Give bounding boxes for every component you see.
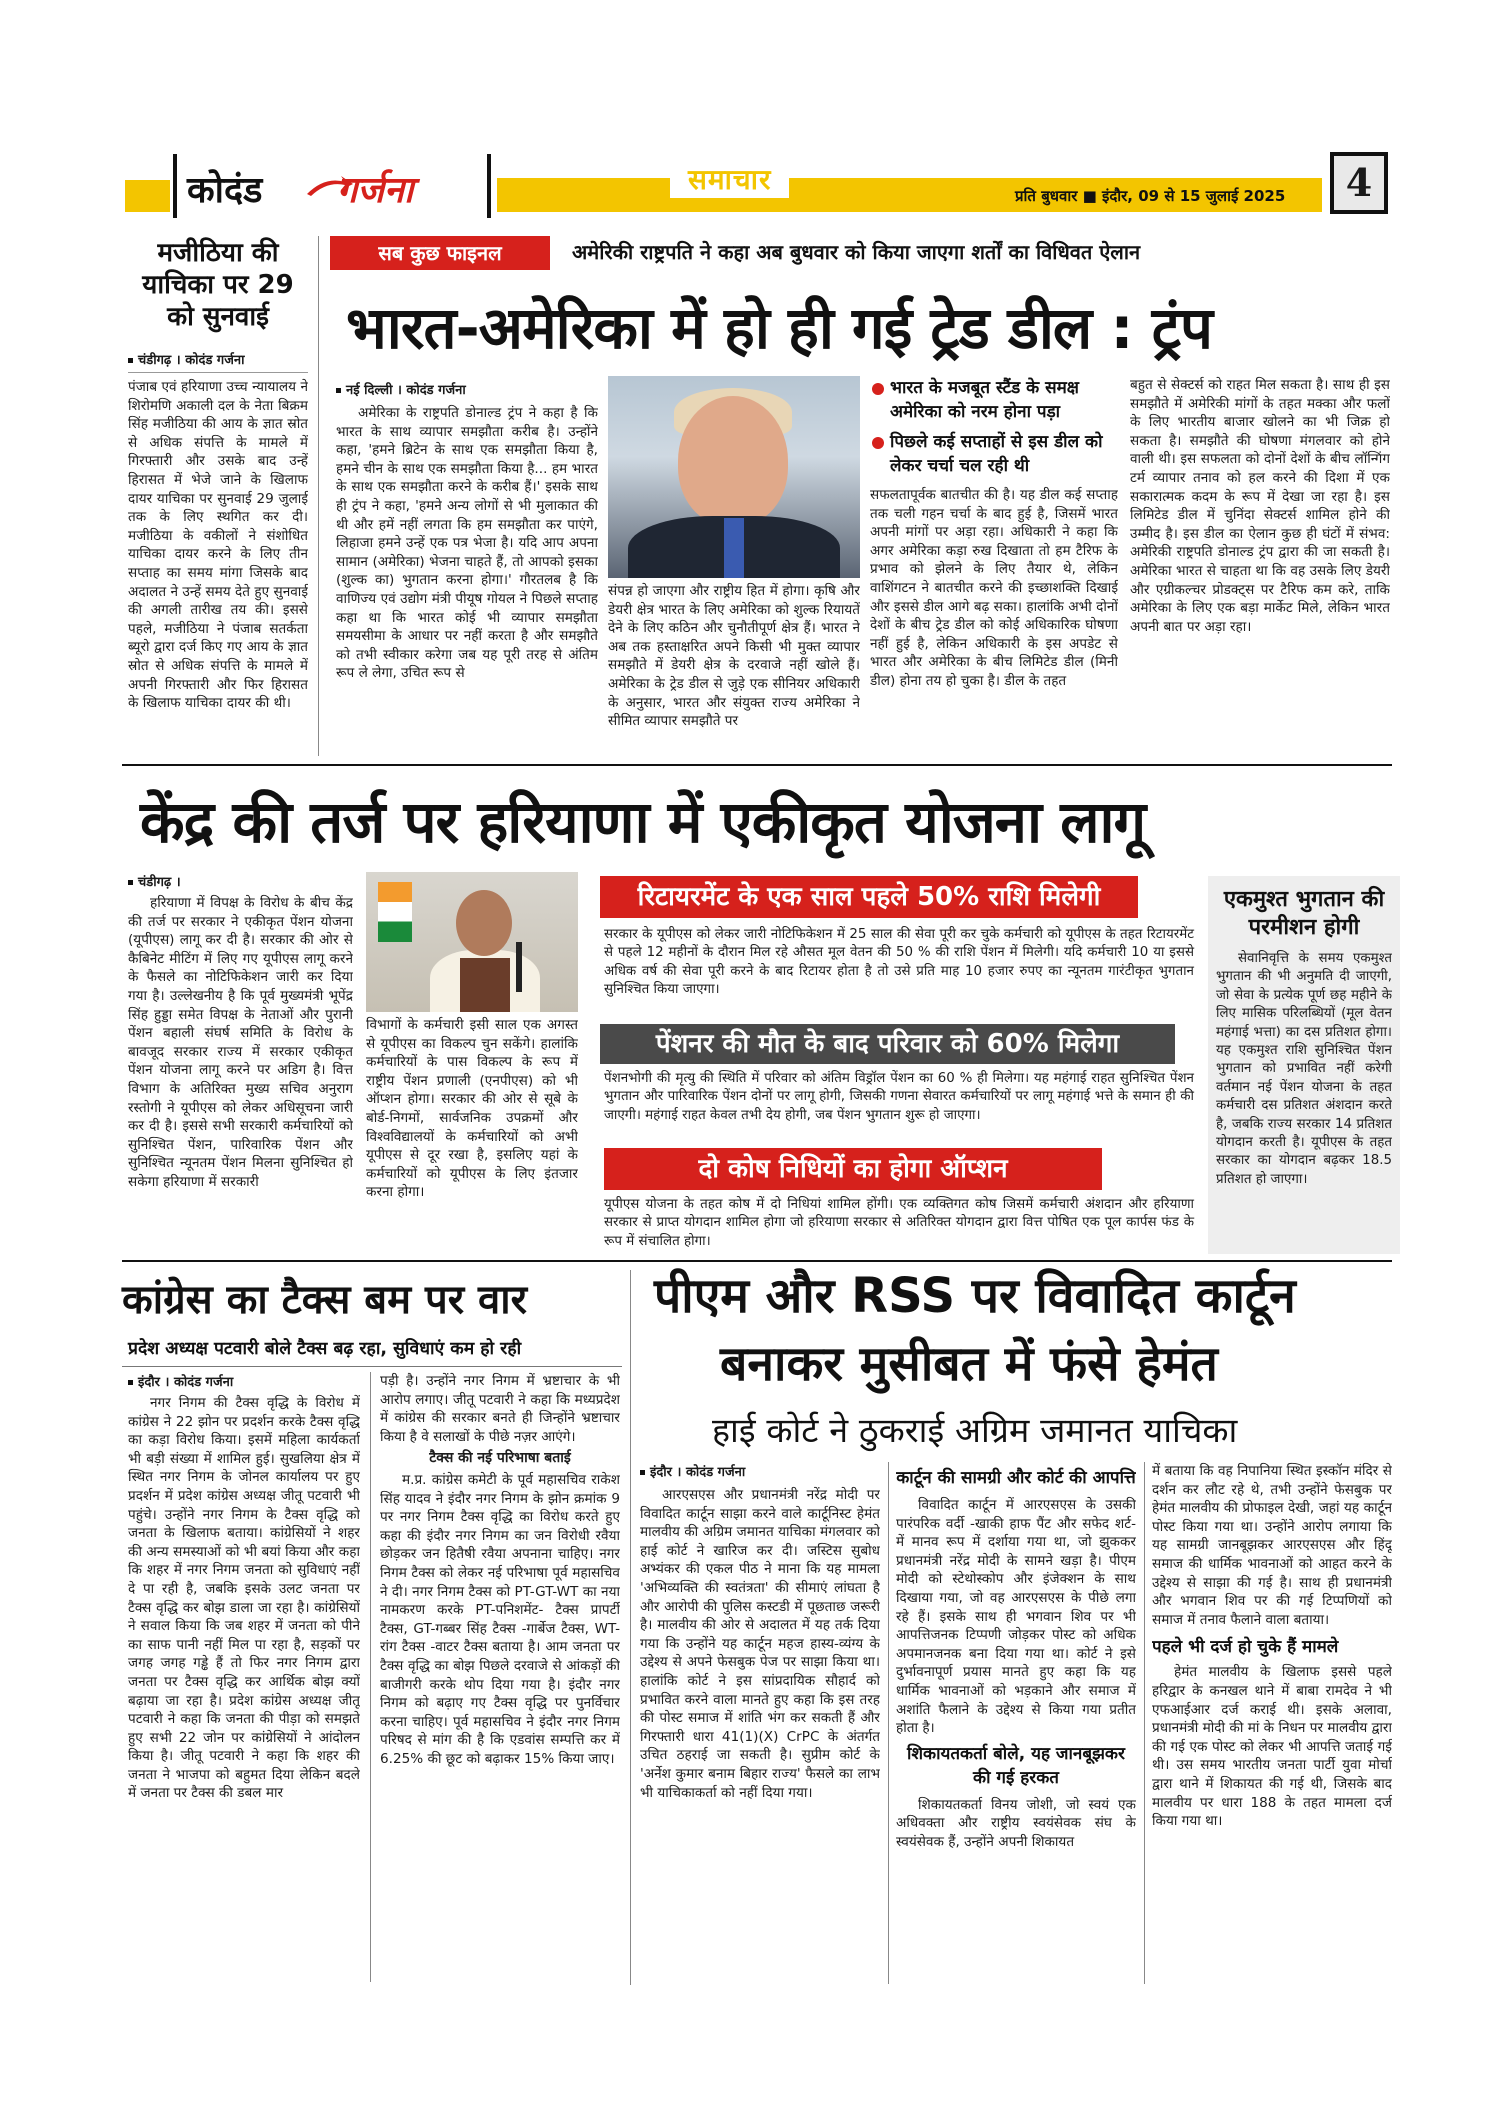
story2-col-1: हरियाणा में विपक्ष के विरोध के बीच केंद्र की तर्ज पर सरकार ने एकीकृत पेंशन योजना (यूपीएस) लागू कर दी है। सरकार की ओर से कैबिनेट मीटिंग में लिए गए यूपीएस लागू करने के फैसले का नोटिफिकेशन जारी कर दिया गया है। उल्लेखनीय है कि पूर्व मुख्यमंत्री भूपेंद्र सिंह हुड्डा समेत विपक्ष के नेताओं और पुरानी पेंशन बहाली संघर्ष समिति के विरोध के बावजूद सरकार राज्य में सरकार एकीकृत पेंशन योजना लागू करने पर अडिग है। वित्त विभाग के अतिरिक्त मुख्य सचिव अनुराग रस्तोगी ने यूपीएस को लेकर अधिसूचना जारी कर दी है। इससे सभी सरकारी कर्मचारियों को सुनिश्चित पेंशन, पारिवारिक पेंशन और सुनिश्चित न्यूनतम पेंशन मिलना सुनिश्चित हो सकेगा हरियाणा में सरकारी <box>128 895 353 1190</box>
lead-byline: नई दिल्ली । कोदंड गर्जना <box>336 380 598 398</box>
story4-col2-subhead2: शिकायतकर्ता बोले, यह जानबूझकर की गई हरकत <box>907 1743 1125 1788</box>
story3-col-1: नगर निगम की टैक्स वृद्धि के विरोध में कांग्रेस ने 22 झोन पर प्रदर्शन करके टैक्स वृद्धि का कड़ा विरोध किया। इसमें महिला कार्यकर्ता भी बड़ी संख्या में शामिल हुई। सुखलिया क्षेत्र में स्थित नगर निगम के जोनल कार्यालय पर हुए प्रदर्शन में प्रदेश कांग्रेस अध्यक्ष जीतू पटवारी भी पहुंचे। उन्होंने नगर निगम के टैक्स वृद्धि को जनता के खिलाफ बताया। कांग्रेसियों ने शहर की अन्य समस्याओं को भी बयां किया और कहा कि शहर में नगर निगम जनता को सुविधाएं नहीं दे पा रही है, जबकि इसके उलट जनता पर टैक्स वृद्धि कर बोझ डाला जा रहा है। कांग्रेसियों ने सवाल किया कि जब शहर में जनता को पीने का साफ पानी नहीं मिल पा रहा है, सड़कों पर जगह जगह गड्ढे हैं तो फिर नगर निगम द्वारा जनता पर टैक्स वृद्धि कर आर्थिक बोझ क्यों बढ़ाया जा रहा है। प्रदेश कांग्रेस अध्यक्ष जीतू पटवारी ने कहा कि जनता की पीड़ा को समझते हुए सभी 22 जोन पर कांग्रेसियों ने आंदोलन किया है। जीतू पटवारी ने कहा कि शहर की जनता ने भाजपा को बहुमत दिया लेकिन बदले में जनता पर टैक्स की डबल मार <box>128 1395 360 1802</box>
masthead-divider <box>487 154 491 218</box>
story-kicker: अमेरिकी राष्ट्रपति ने कहा अब बुधवार को किया जाएगा शर्तों का विधिवत ऐलान <box>572 240 1141 264</box>
photo2 <box>366 872 578 1012</box>
lead-highlights <box>870 376 1118 484</box>
story4-deck: हाई कोर्ट ने ठुकराई अग्रिम जमानत याचिका <box>712 1411 1238 1451</box>
issue-dateline: प्रति बुधवार ■ इंदौर, 09 से 15 जुलाई 2025 <box>1015 187 1286 205</box>
newspaper-logo <box>187 164 477 214</box>
story4-col2-subhead: कार्टून की सामग्री और कोर्ट की आपत्ति <box>896 1468 1136 1488</box>
side-story-text: पंजाब एवं हरियाणा उच्च न्यायालय ने शिरोमणि अकाली दल के नेता बिक्रम सिंह मजीठिया की आय के ज्ञात स्रोत से अधिक संपत्ति के मामले में गिरफ्तारी और उसके बाद उन्हें हिरासत में भेजे जाने के खिलाफ दायर याचिका पर सुनवाई 29 जुलाई तक के लिए स्थगित कर दी। मजीठिया के वकीलों ने संशोधित याचिका दायर करने के लिए तीन सप्ताह का समय मांगा जिसके बाद अदालत ने उन्हें समय देते हुए सुनवाई की अगली तारीख तय की। इससे पहले, मजीठिया ने पंजाब सतर्कता ब्यूरो द्वारा दर्ज किए गए आय के ज्ञात स्रोत से अधिक संपत्ति के मामले में अपनी गिरफ्तारी और फिर हिरासत के खिलाफ याचिका दायर की थी। <box>128 379 308 712</box>
story4-col3-subhead: पहले भी दर्ज हो चुके हैं मामले <box>1152 1637 1339 1658</box>
lead-headline: भारत-अमेरिका में हो ही गई ट्रेड डील : ट्रंप <box>346 294 1212 362</box>
column-rule <box>370 1372 371 1982</box>
lead-story-col-1: अमेरिका के राष्ट्रपति डोनाल्ड ट्रंप ने कहा है कि भारत के साथ व्यापार समझौता करीब है। उन्होंने कहा, 'हमने ब्रिटेन के साथ एक समझौता किया है, हमने चीन के साथ एक समझौता किया है... हम भारत के साथ एक समझौता करने के करीब हैं।' इसके साथ ही ट्रंप ने कहा, 'हमने अन्य लोगों से भी मुलाकात की थी और हमें नहीं लगता कि हम समझौता कर पाएंगे, लिहाजा हमने उन्हें एक पत्र भेजा है। यदि आप अपना सामान (अमेरिका) भेजना चाहते हैं, तो आपको इसका (शुल्क का) भुगतान करना होगा।' गौरतलब है कि वाणिज्य एवं उद्योग मंत्री पीयूष गोयल ने पिछले सप्ताह कहा था कि भारत कोई भी व्यापार समझौता समयसीमा के आधार पर नहीं करता है और समझौते को तभी स्वीकार करेगा जब यह पूरी तरह से अंतिम रूप ले लेगा, उचित रूप से <box>336 405 598 682</box>
box2-text: पेंशनभोगी की मृत्यु की स्थिति में परिवार को अंतिम विड्रॉल पेंशन का 60 % ही मिलेगा। यह महंगाई राहत सुनिश्चित पेंशन भुगतान और पारिवारिक पेंशन दोनों पर लागू होगी, जिसकी गणना सेवारत कर्मचारियों पर लागू महंगाई भत्ते के समान ही की जाएगी। महंगाई राहत केवल तभी देय होगी, जब पेंशन भुगतान शुरू हो जाएगा। <box>604 1071 1194 1123</box>
lead-story-col-4: बहुत से सेक्टर्स को राहत मिल सकता है। साथ ही इस समझौते में अमेरिकी मांगों के तहत मक्का और फलों के लिए भारतीय बाजार खोलने का भी जिक्र हो सकता है। समझौते की घोषणा मंगलवार को होने वाली थी। इस सफलता को दोनों देशों के बीच लॉन्गिंग टर्म व्यापार तनाव को हल करने की दिशा में एक सकारात्मक कदम के रूप में देखा जा रहा है। इस लिमिटेड डील में चुनिंदा सेक्टर्स शामिल होने की उम्मीद है। इस डील का ऐलान कुछ ही घंटों में संभव: अमेरिकी राष्ट्रपति डोनाल्ड ट्रंप द्वारा की जा सकती है। अमेरिका भारत से चाहता था कि वह उसके लिए डेयरी और एग्रीकल्चर प्रोडक्ट्स पर टैरिफ कम करे, ताकि अमेरिका के लिए एक बड़ा मार्केट मिले, लेकिन भारत अपनी बात पर अड़ा रहा। <box>1130 377 1390 635</box>
masthead-divider <box>173 154 177 218</box>
sidebar-text: सेवानिवृत्ति के समय एकमुश्त भुगतान की भी अनुमति दी जाएगी, जो सेवा के प्रत्येक पूर्ण छह महीने के लिए मासिक परिलब्धियों (मूल वेतन महंगाई भत्ता) का दस प्रतिशत होगा। यह एकमुश्त राशि सुनिश्चित पेंशन भुगतान को प्रभावित नहीं करेगी वर्तमान नई पेंशन योजना के तहत कर्मचारी दस प्रतिशत अंशदान करते है, जबकि राज्य सरकार 14 प्रतिशत योगदान करती है। यूपीएस के तहत सरकार का योगदान बढ़कर 18.5 प्रतिशत हो जाएगा। <box>1216 951 1392 1187</box>
column-rule <box>888 1462 889 1984</box>
side-story-byline: चंडीगढ़ । कोदंड गर्जना <box>128 350 308 368</box>
masthead <box>125 150 1385 228</box>
story4-col-2: कार्टून की सामग्री और कोर्ट की आपत्ति विवादित कार्टून में आरएसएस के उसकी पारंपरिक वर्दी -खाकी हाफ पैंट और सफेद शर्ट- में मानव रूप में दर्शाया गया था, जो झुककर प्रधानमंत्री नरेंद्र मोदी के सामने खड़ा है। पीएम मोदी को स्टेथोस्कोप और इंजेक्शन के साथ दिखाया गया, जो वह आरएसएस के पीछे लगा रहे हैं। इसके साथ ही भगवान शिव पर भी आपत्तिजनक टिप्पणी जोड़कर पोस्ट को अधिक अपमानजनक बना दिया गया था। कोर्ट ने इसे दुर्भावनापूर्ण प्रयास मानते हुए कहा कि यह धार्मिक भावनाओं को भड़काने और समाज में अशांति फैलाने के उद्देश्य से किया गया प्रतीत होता है। शिकायतकर्ता बोले, यह जानबूझकर की गई हरकत शिकायतकर्ता विनय जोशी, जो स्वयं एक अधिवक्ता और राष्ट्रीय स्वयंसेवक संघ के स्वयंसेवक हैं, उन्होंने अपनी शिकायत <box>896 1468 1136 1850</box>
masthead-accent-bar <box>125 180 170 212</box>
section-label: समाचार <box>670 160 789 198</box>
story3-col2-subhead: टैक्स की नई परिभाषा बताई <box>429 1450 571 1467</box>
story2-byline: चंडीगढ़ । <box>128 872 353 890</box>
lead-story-col-3: सफलतापूर्वक बातचीत की है। यह डील कई सप्ताह तक चली गहन चर्चा के बाद हुई है, जिसमें भारत अपनी मांगों पर अड़ा रहा। अधिकारी ने कहा कि अगर अमेरिका कड़ा रुख दिखाता तो हम टैरिफ के प्रभाव को झेलने के लिए तैयार थे, लेकिन वाशिंगटन ने बातचीत करने की इच्छाशक्ति दिखाई और इससे डील आगे बढ़ सका। हालांकि अभी दोनों देशों के बीच ट्रेड डील को कोई अधिकारिक घोषणा नहीं हुई है, लेकिन अधिकारी के इस अपडेट से भारत और अमेरिका के बीच लिमिटेड डील (मिनी डील) होना तय हो चुका है। डील के तहत <box>870 487 1118 689</box>
section-divider <box>122 764 1392 766</box>
box2-title: पेंशनर की मौत के बाद परिवार को 60% मिलेगा <box>600 1024 1175 1064</box>
box1-text: सरकार के यूपीएस को लेकर जारी नोटिफिकेशन में 25 साल की सेवा पूरी कर चुके कर्मचारी को यूपीएस के तहत रिटायरमेंट से पहले 12 महीनों के दौरान मिल रहे औसत मूल वेतन की 50 % की राशि पेंशन में मिलेगी। यदि कर्मचारी 10 या इससे अधिक वर्ष की सेवा पूरी करने के बाद रिटायर होता है तो उसे प्रति माह 10 हजार रुपए का न्यूनतम गारंटीकृत भुगतान सुनिश्चित किया जाएगा। <box>604 927 1194 998</box>
column-rule <box>1144 1462 1145 1984</box>
highlight-item: पिछले कई सप्ताहों से इस डील को लेकर चर्चा चल रही थी <box>870 430 1118 478</box>
story4-headline-line2: बनाकर मुसीबत में फंसे हेमंत <box>720 1336 1218 1392</box>
page-number: 4 <box>1330 152 1388 214</box>
story3-byline: इंदौर । कोदंड गर्जना <box>128 1372 360 1390</box>
story4-col-1: आरएसएस और प्रधानमंत्री नरेंद्र मोदी पर विवादित कार्टून साझा करने वाले कार्टूनिस्ट हेमंत मालवीय की अग्रिम जमानत याचिका मंगलवार को हाई कोर्ट ने खारिज कर दी। जस्टिस सुबोध अभ्यंकर की एकल पीठ ने माना कि यह मामला 'अभिव्यक्ति की स्वतंत्रता' की सीमाएं लांघता है और आरोपी की पुलिस कस्टडी में पूछताछ जरूरी है। मालवीय की ओर से अदालत में यह तर्क दिया गया कि उन्होंने यह कार्टून महज हास्य-व्यंग्य के उद्देश्य से अपने फेसबुक पेज पर साझा किया था। हालांकि कोर्ट ने इस सांप्रदायिक सौहार्द को प्रभावित करने वाला मानते हुए कहा कि इस तरह की पोस्ट समाज में शांति भंग कर सकती हैं और गिरफ्तारी धारा 41(1)(X) CrPC के अंतर्गत उचित ठहराई जा सकती है। सुप्रीम कोर्ट के 'अर्नेश कुमार बनाम बिहार राज्य' फैसले का लाभ भी याचिकाकर्ता को नहीं दिया गया। <box>640 1487 880 1801</box>
side-story <box>128 350 308 368</box>
photo1 <box>608 376 860 578</box>
side-story-headline: मजीठिया की याचिका पर 29 को सुनवाई <box>142 238 294 332</box>
story2-headline: केंद्र की तर्ज पर हरियाणा में एकीकृत योजना लागू <box>140 788 1146 856</box>
highlight-item: भारत के मजबूत स्टैंड के समक्ष अमेरिका को नरम होना पड़ा <box>870 376 1118 424</box>
story2-col-2: विभागों के कर्मचारी इसी साल एक अगस्त से यूपीएस का विकल्प चुन सकेंगे। हालांकि कर्मचारियों के पास विकल्प के रूप में राष्ट्रीय पेंशन प्रणाली (एनपीएस) को भी ऑप्शन होगा। सरकार की ओर से सूबे के बोर्ड-निगमों, सार्वजनिक उपक्रमों और विश्वविद्यालयों के कर्मचारियों को अभी यूपीएस से दूर रखा है, इसलिए यहां के कर्मचारियों को यूपीएस के लिए इंतजार करना होगा। <box>366 1017 578 1201</box>
sidebar-title: एकमुश्त भुगतान की परमीशन होगी <box>1223 887 1385 940</box>
divider <box>128 372 308 373</box>
story-kicker-red: सब कुछ फाइनल <box>330 236 550 270</box>
logo-word-2: गर्जना <box>337 170 414 211</box>
story3-subheadline: प्रदेश अध्यक्ष पटवारी बोले टैक्स बढ़ रहा, सुविधाएं कम हो रही <box>128 1339 522 1359</box>
divider <box>122 1366 622 1367</box>
column-rule <box>318 236 319 756</box>
story4-col-3: में बताया कि वह निपानिया स्थित इस्कॉन मंदिर से दर्शन कर लौट रहे थे, तभी उन्होंने फेसबुक पर हेमंत मालवीय की प्रोफाइल देखी, जहां यह कार्टून पोस्ट किया गया था। उन्होंने आरोप लगाया कि यह सामग्री जानबूझकर आरएसएस और हिंदू समाज की धार्मिक भावनाओं को आहत करने के उद्देश्य से साझा की गई है। साथ ही प्रधानमंत्री और भगवान शिव पर की गई टिप्पणियों को समाज में तनाव फैलाने वाला बताया। पहले भी दर्ज हो चुके हैं मामले हेमंत मालवीय के खिलाफ इससे पहले हरिद्वार के कनखल थाने में बाबा रामदेव ने भी एफआईआर दर्ज कराई थी। इसके अलावा, प्रधानमंत्री मोदी की मां के निधन पर मालवीय द्वारा की गई एक पोस्ट को लेकर भी आपत्ति जताई गई थी। उस समय भारतीय जनता पार्टी युवा मोर्चा द्वारा थाने में शिकायत की गई थी, जिसके बाद मालवीय पर धारा 188 के तहत मामला दर्ज किया गया था। <box>1152 1463 1392 1830</box>
story3-headline: कांग्रेस का टैक्स बम पर वार <box>122 1277 527 1323</box>
story3-col-2: पड़ी है। उन्होंने नगर निगम में भ्रष्टाचार के भी आरोप लगाए। जीतू पटवारी ने कहा कि मध्यप्रदेश में कांग्रेस की सरकार बनते ही जिन्होंने भ्रष्टाचार किया है वे सलाखों के पीछे नज़र आएंगे। टैक्स की नई परिभाषा बताई म.प्र. कांग्रेस कमेटी के पूर्व महासचिव राकेश सिंह यादव ने इंदौर नगर निगम के झोन क्रमांक 9 पर नगर निगम टैक्स वृद्धि का विरोध करते हुए कहा की इंदौर नगर निगम का जन विरोधी रवैया छोड़कर जन हितैषी रवैया अपनाना चाहिए। नगर निगम टैक्स को लेकर नई परिभाषा पूर्व महासचिव ने दी। नगर निगम टैक्स को PT-GT-WT का नया नामकरण करके PT-पनिशमेंट- टैक्स प्रापर्टी टैक्स, GT-गब्बर सिंह टैक्स -गार्बेज टैक्स, WT-रांग टैक्स -वाटर टैक्स बताया है। आम जनता पर टैक्स वृद्धि का बोझ पिछले दरवाजे से आंकड़ों की बाजीगरी करके थोप दिया गया है। इंदौर नगर निगम को बढ़ाए गए टैक्स वृद्धि पर पुनर्विचार करना चाहिए। पूर्व महासचिव ने इंदौर नगर निगम परिषद से मांग की है कि एडवांस सम्पत्ति कर में 6.25% की छूट को बढ़ाकर 15% किया जाए। <box>380 1373 620 1767</box>
box1-title: रिटायरमेंट के एक साल पहले 50% राशि मिलेगी <box>600 876 1138 918</box>
story4-headline-line1: पीएम और RSS पर विवादित कार्टून <box>654 1268 1296 1324</box>
logo-word-1: कोदंड <box>187 170 263 211</box>
column-rule <box>630 1270 631 1985</box>
box3-title: दो कोष निधियों का होगा ऑप्शन <box>604 1148 1102 1190</box>
story2-sidebar <box>1208 876 1400 1254</box>
box3-text: यूपीएस योजना के तहत कोष में दो निधियां शामिल होंगी। एक व्यक्तिगत कोष जिसमें कर्मचारी अंशदान और हरियाणा सरकार से प्राप्त योगदान शामिल होगा जो हरियाणा सरकार से अतिरिक्त योगदान द्वारा वित्त पोषित एक पूल कार्पस फंड के रूप में संचालित होगा। <box>604 1197 1194 1249</box>
lead-story-col-2: संपन्न हो जाएगा और राष्ट्रीय हित में होगा। कृषि और डेयरी क्षेत्र भारत के लिए अमेरिका को शुल्क रियायतें देने के लिए कठिन और चुनौतीपूर्ण क्षेत्र हैं। भारत ने अब तक हस्ताक्षरित अपने किसी भी मुक्त व्यापार समझौते में डेयरी क्षेत्र के दरवाजे नहीं खोले हैं। अमेरिका के ट्रेड डील से जुड़े एक सीनियर अधिकारी के अनुसार, भारत और संयुक्त राज्य अमेरिका ने सीमित व्यापार समझौते पर <box>608 583 860 730</box>
story4-byline: इंदौर । कोदंड गर्जना <box>640 1462 880 1480</box>
